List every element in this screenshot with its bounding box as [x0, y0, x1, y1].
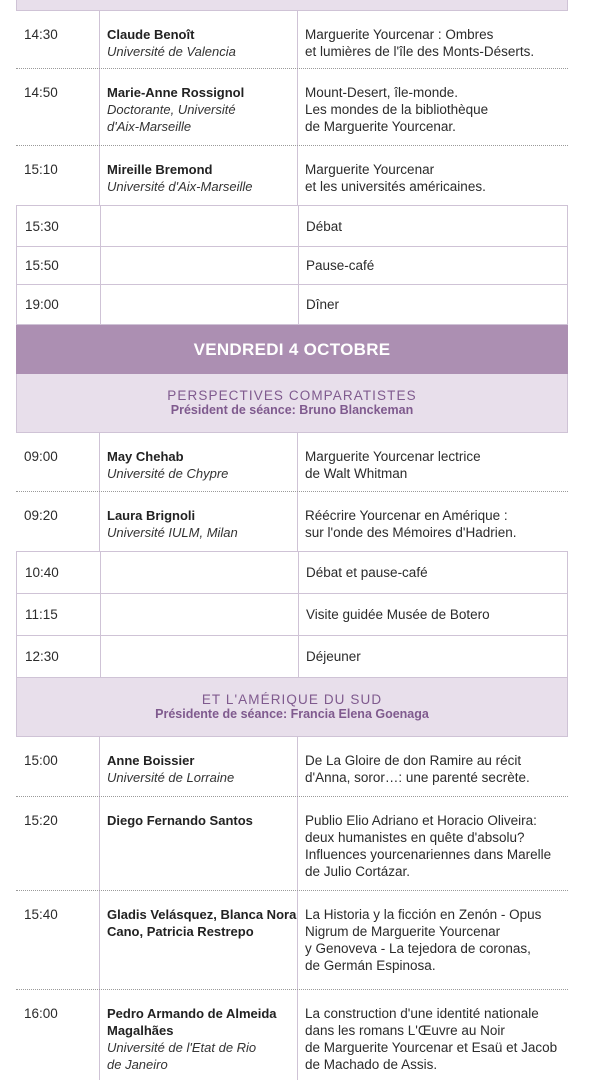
speaker-name: Anne Boissier	[107, 753, 195, 768]
speaker-cell	[107, 146, 297, 195]
table-row	[16, 737, 568, 797]
talk-title-cell	[305, 891, 568, 974]
time-cell: 15:50	[25, 258, 59, 273]
talk-title: de Germán Espinosa.	[305, 958, 436, 973]
time-cell: 15:40	[24, 907, 58, 922]
event-label: Débat et pause-café	[306, 565, 428, 580]
talk-title: Réécrire Yourcenar en Amérique :	[305, 508, 508, 523]
speaker-affiliation: Université de Lorraine	[107, 770, 235, 785]
talk-title: de Marguerite Yourcenar et Esaü et Jacob	[305, 1040, 558, 1055]
talk-title: De La Gloire de don Ramire au récit	[305, 753, 522, 768]
session-president: Président de séance: Bruno Blanckeman	[170, 403, 414, 417]
talk-title-cell	[305, 433, 568, 482]
table-row	[16, 492, 568, 551]
table-row	[16, 990, 568, 1080]
table-row	[16, 433, 568, 492]
speaker-name: Laura Brignoli	[107, 508, 196, 523]
time-cell: 12:30	[25, 649, 59, 664]
talk-title: Marguerite Yourcenar	[305, 162, 435, 177]
table-row	[16, 69, 568, 146]
time-cell: 11:15	[25, 607, 58, 622]
time-cell: 14:50	[24, 85, 58, 100]
time-cell: 15:20	[24, 813, 58, 828]
speaker-affiliation: d'Aix-Marseille	[107, 119, 192, 134]
talk-title: d'Anna, soror…: une parenté secrète.	[305, 770, 530, 785]
speaker-cell	[107, 11, 297, 60]
speaker-name: Mireille Bremond	[107, 162, 213, 177]
table-row	[16, 146, 568, 205]
event-label: Débat	[306, 218, 343, 234]
talk-title: Mount-Desert, île-monde.	[305, 85, 459, 100]
speaker-name: May Chehab	[107, 449, 184, 464]
speaker-affiliation: de Janeiro	[107, 1057, 168, 1072]
time-cell: 15:10	[24, 162, 58, 177]
speaker-cell	[107, 69, 297, 135]
event-label: Dîner	[306, 297, 340, 312]
talk-title-cell	[305, 492, 568, 541]
table-row	[16, 551, 568, 594]
time-cell: 10:40	[25, 565, 59, 580]
talk-title-cell	[305, 797, 568, 880]
table-row	[16, 205, 568, 247]
talk-title: La construction d'une identité nationale	[305, 1006, 539, 1021]
talk-title: Nigrum de Marguerite Yourcenar	[305, 924, 501, 939]
speaker-cell	[107, 737, 297, 786]
talk-title-cell	[305, 11, 568, 60]
time-cell: 09:00	[24, 449, 58, 464]
time-cell: 19:00	[25, 297, 59, 312]
session-title: ET L'AMÉRIQUE DU SUD	[201, 692, 383, 707]
talk-title: Influences yourcenariennes dans Marelle	[305, 847, 552, 862]
event-label: Déjeuner	[306, 649, 361, 664]
talk-title: deux humanistes en quête d'absolu?	[305, 830, 525, 845]
speaker-cell	[107, 797, 297, 829]
speaker-name: Gladis Velásquez, Blanca Nora Cano, Patricia Restrepo	[107, 907, 297, 939]
talk-title-cell	[305, 69, 568, 135]
talk-title-cell	[305, 146, 568, 195]
talk-title: Les mondes de la bibliothèque	[305, 102, 489, 117]
speaker-affiliation: Université d'Aix-Marseille	[107, 179, 253, 194]
talk-title: La Historia y la ficción en Zenón - Opus	[305, 907, 542, 922]
speaker-affiliation: Université de Valencia	[107, 44, 236, 59]
speaker-cell	[107, 891, 297, 940]
event-label: Pause-café	[306, 258, 375, 273]
day-header: VENDREDI 4 OCTOBRE	[16, 325, 568, 374]
time-cell: 14:30	[24, 27, 58, 42]
talk-title: sur l'onde des Mémoires d'Hadrien.	[305, 525, 517, 540]
session-header	[16, 678, 568, 737]
talk-title: et les universités américaines.	[305, 179, 486, 194]
session-header	[16, 374, 568, 433]
talk-title: de Machado de Assis.	[305, 1057, 438, 1072]
table-row	[16, 797, 568, 891]
talk-title: Marguerite Yourcenar lectrice	[305, 449, 481, 464]
table-row	[16, 247, 568, 285]
speaker-name: Marie-Anne Rossignol	[107, 85, 245, 100]
table-row	[16, 636, 568, 678]
speaker-name: Diego Fernando Santos	[107, 813, 253, 828]
talk-title-cell	[305, 737, 568, 786]
speaker-cell	[107, 492, 297, 541]
talk-title: dans les romans L'Œuvre au Noir	[305, 1023, 505, 1038]
schedule-table	[16, 0, 568, 1080]
table-row	[16, 11, 568, 69]
table-row	[16, 594, 568, 636]
speaker-affiliation: Université de l'Etat de Rio	[107, 1040, 257, 1055]
table-row	[16, 285, 568, 325]
previous-session-header-edge	[16, 0, 568, 11]
speaker-cell	[107, 433, 297, 482]
talk-title: et lumières de l'île des Monts-Déserts.	[305, 44, 535, 59]
time-cell: 16:00	[24, 1006, 58, 1021]
speaker-cell	[107, 990, 297, 1073]
talk-title: y Genoveva - La tejedora de coronas,	[305, 941, 531, 956]
time-cell: 15:00	[24, 753, 58, 768]
talk-title: de Walt Whitman	[305, 466, 408, 481]
event-label: Visite guidée Musée de Botero	[306, 607, 490, 622]
session-title: PERSPECTIVES COMPARATISTES	[167, 388, 417, 403]
session-president: Présidente de séance: Francia Elena Goenaga	[155, 707, 429, 721]
speaker-affiliation: Université de Chypre	[107, 466, 229, 481]
talk-title: de Julio Cortázar.	[305, 864, 411, 879]
table-row	[16, 891, 568, 990]
time-cell: 15:30	[25, 218, 59, 234]
talk-title: de Marguerite Yourcenar.	[305, 119, 456, 134]
talk-title-cell	[305, 990, 568, 1073]
speaker-name: Pedro Armando de Almeida Magalhães	[107, 1006, 277, 1038]
time-cell: 09:20	[24, 508, 58, 523]
speaker-affiliation: Doctorante, Université	[107, 102, 236, 117]
talk-title: Publio Elio Adriano et Horacio Oliveira:	[305, 813, 537, 828]
speaker-name: Claude Benoît	[107, 27, 195, 42]
speaker-affiliation: Université IULM, Milan	[107, 525, 238, 540]
talk-title: Marguerite Yourcenar : Ombres	[305, 27, 494, 42]
